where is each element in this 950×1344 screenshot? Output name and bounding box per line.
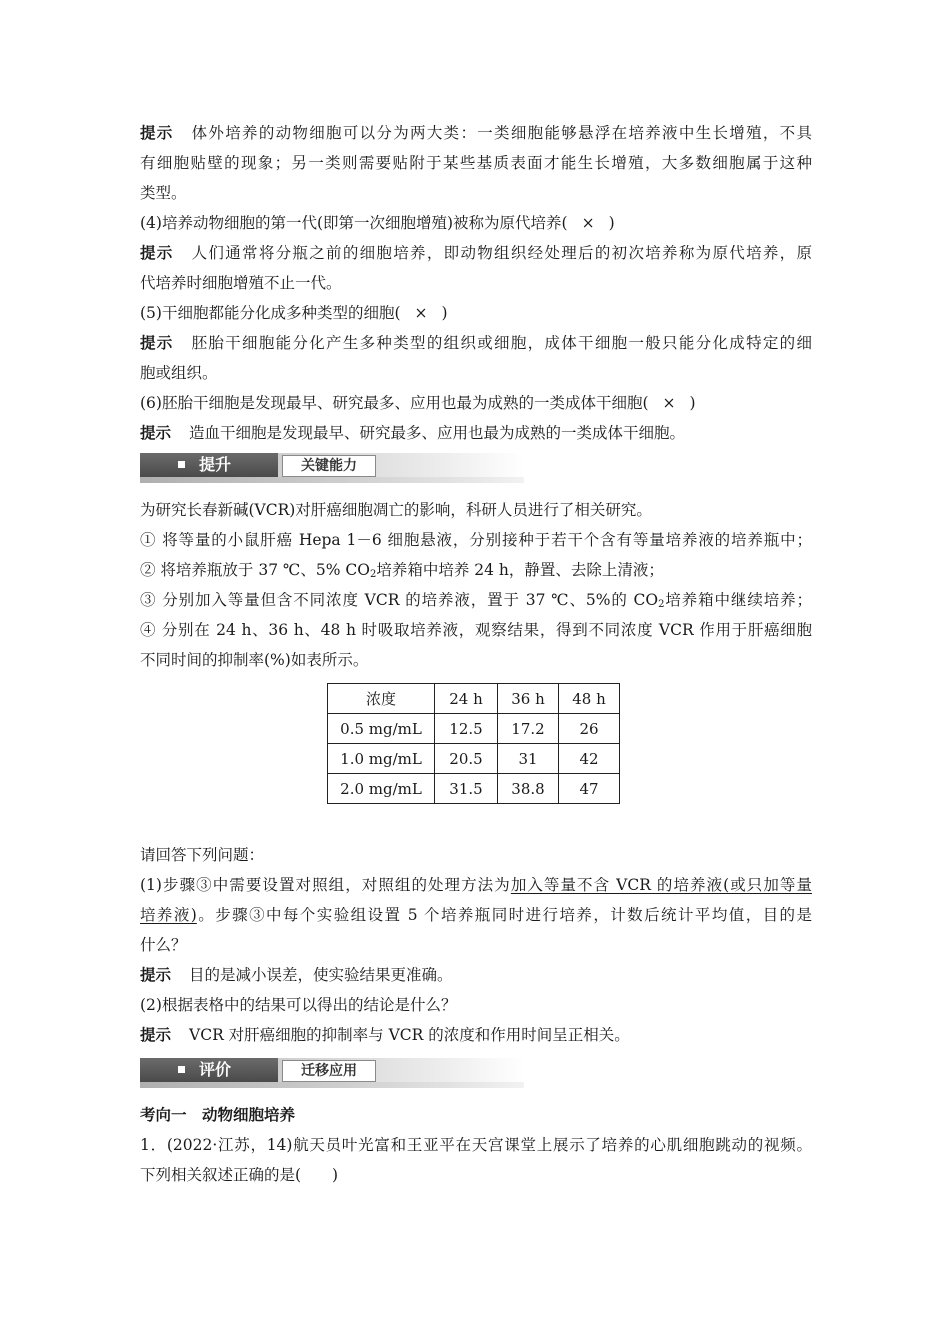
cross-mark: ×	[414, 304, 428, 322]
text-line: 类型。	[140, 184, 187, 202]
table-header: 48 h	[559, 684, 620, 714]
hint-label: 提示	[140, 244, 174, 262]
text-line: 代培养时细胞增殖不止一代。	[140, 274, 342, 292]
spacer	[140, 804, 812, 840]
table-header: 24 h	[435, 684, 498, 714]
square-bullet-icon	[178, 461, 185, 468]
study-step-3: ③ 分别加入等量但含不同浓度 VCR 的培养液，置于 37 ℃、5%的 $CO_2$培养箱中继续培养；	[140, 591, 812, 610]
banner-stripe	[140, 477, 524, 483]
hint-label: 提示	[140, 966, 172, 984]
section-banner-evaluate	[140, 1058, 524, 1088]
study-step-2: ② 将培养瓶放于 37 ℃、5% $CO_2$培养箱中培养 24 h，静置、去除上清液；	[140, 561, 664, 580]
question-2: (2)根据表格中的结果可以得出的结论是什么？	[140, 996, 457, 1014]
hint-line: 提示 人们通常将分瓶之前的细胞培养，即动物组织经处理后的初次培养称为原代培养，原	[140, 244, 812, 262]
cross-mark: ×	[662, 394, 676, 412]
question-1-cont: 培养液)。步骤③中每个实验组设置 5 个培养瓶同时进行培养，计数后统计平均值，目的是	[140, 906, 812, 924]
questions-prompt: 请回答下列问题：	[140, 846, 265, 864]
hint-line: 提示 VCR 对肝癌细胞的抑制率与 VCR 的浓度和作用时间呈正相关。	[140, 1026, 630, 1044]
table-header: 36 h	[498, 684, 559, 714]
banner-lead: 评价	[140, 1058, 278, 1082]
cross-mark: ×	[581, 214, 595, 232]
table-cell: 31.5	[435, 774, 498, 804]
question-1: (1)步骤③中需要设置对照组，对照组的处理方法为加入等量不含 VCR 的培养液(或只加等量	[140, 876, 812, 894]
underlined-answer: 培养液)	[140, 906, 197, 924]
hint-label: 提示	[140, 334, 174, 352]
banner-stripe	[140, 1082, 524, 1088]
study-intro: 为研究长春新碱(VCR)对肝癌细胞凋亡的影响，科研人员进行了相关研究。	[140, 501, 652, 519]
question-5: (5)干细胞都能分化成多种类型的细胞( × )	[140, 298, 812, 328]
question-6: (6)胚胎干细胞是发现最早、研究最多、应用也最为成熟的一类成体干细胞( × )	[140, 388, 812, 418]
hint-line: 提示 胚胎干细胞能分化产生多种类型的组织或细胞，成体干细胞一般只能分化成特定的细	[140, 334, 812, 352]
study-step-4: ④ 分别在 24 h、36 h、48 h 时吸取培养液，观察结果，得到不同浓度 VCR 作用于肝癌细胞	[140, 621, 812, 639]
banner-tag: 迁移应用	[282, 1060, 376, 1082]
text-line: 有细胞贴壁的现象；另一类则需要贴附于某些基质表面才能生长增殖，大多数细胞属于这种	[140, 154, 812, 172]
banner-lead: 提升	[140, 453, 278, 477]
table-row	[328, 774, 620, 804]
table-cell: 47	[559, 774, 620, 804]
hint-line: 提示 目的是减小误差，使实验结果更准确。	[140, 966, 453, 984]
hint-label: 提示	[140, 1026, 172, 1044]
table-cell: 1.0 mg/mL	[328, 744, 435, 774]
table-cell: 20.5	[435, 744, 498, 774]
text-line: 胞或组织。	[140, 364, 218, 382]
section-heading: 考向一 动物细胞培养	[140, 1106, 296, 1124]
hint-line: 提示 造血干细胞是发现最早、研究最多、应用也最为成熟的一类成体干细胞。	[140, 424, 686, 442]
text-line: 什么？	[140, 936, 187, 954]
exam-item-1: 1．(2022·江苏，14)航天员叶光富和王亚平在天宫课堂上展示了培养的心肌细胞跳动的视频。	[140, 1136, 812, 1154]
table-cell: 31	[498, 744, 559, 774]
table-header-row	[328, 684, 620, 714]
table-cell: 12.5	[435, 714, 498, 744]
table-header: 浓度	[328, 684, 435, 714]
table-cell: 0.5 mg/mL	[328, 714, 435, 744]
table-cell: 2.0 mg/mL	[328, 774, 435, 804]
study-step-1: ① 将等量的小鼠肝癌 Hepa 1－6 细胞悬液，分别接种于若干个含有等量培养液的培养瓶中；	[140, 531, 812, 549]
table-cell: 42	[559, 744, 620, 774]
banner-tag: 关键能力	[282, 455, 376, 477]
hint-label: 提示	[140, 124, 174, 142]
table-cell: 17.2	[498, 714, 559, 744]
square-bullet-icon	[178, 1066, 185, 1073]
underlined-answer: 加入等量不含 VCR 的培养液(或只加等量	[510, 876, 812, 894]
text-line: 下列相关叙述正确的是( )	[140, 1166, 339, 1184]
hint-line: 提示 体外培养的动物细胞可以分为两大类：一类细胞能够悬浮在培养液中生长增殖，不具	[140, 124, 812, 142]
table-row	[328, 714, 620, 744]
question-4: (4)培养动物细胞的第一代(即第一次细胞增殖)被称为原代培养( × )	[140, 208, 812, 238]
inhibition-table	[327, 683, 620, 804]
text-line: 不同时间的抑制率(%)如表所示。	[140, 651, 369, 669]
table-cell: 26	[559, 714, 620, 744]
document-page	[140, 118, 812, 1190]
section-banner-improve	[140, 453, 524, 483]
hint-label: 提示	[140, 424, 172, 442]
table-cell: 38.8	[498, 774, 559, 804]
table-row	[328, 744, 620, 774]
